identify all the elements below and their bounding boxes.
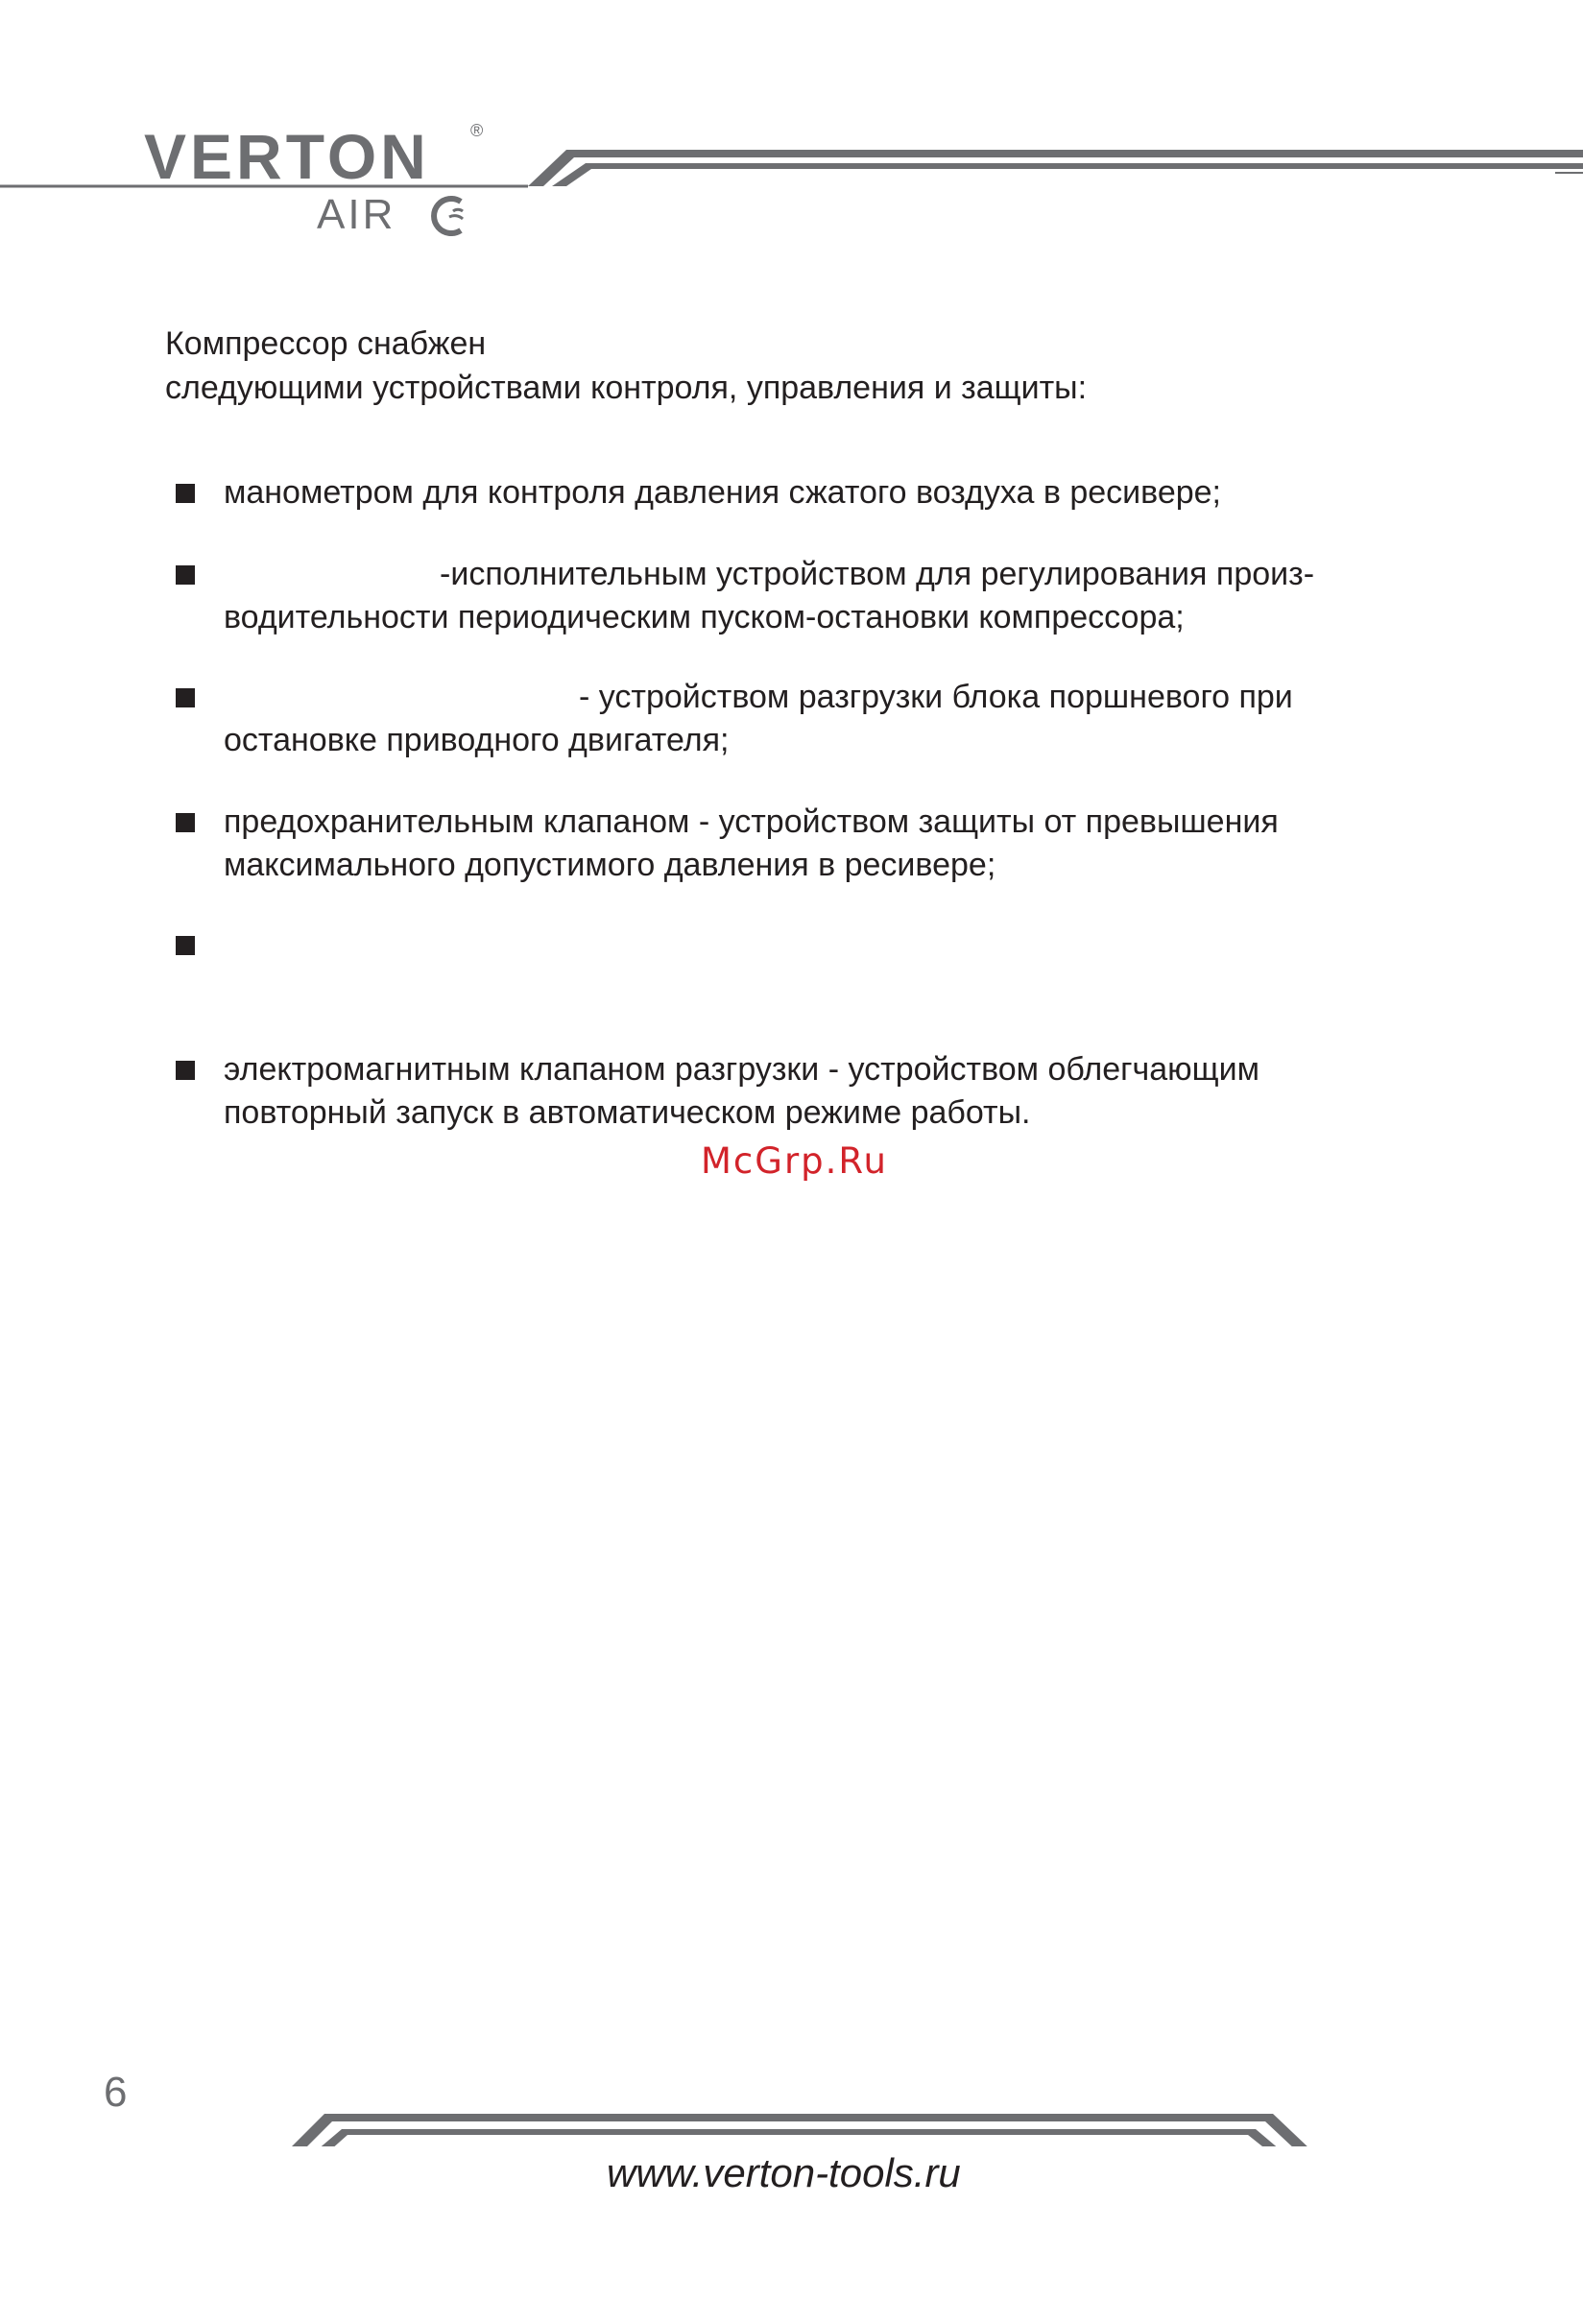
- square-bullet-icon: [176, 813, 195, 832]
- square-bullet-icon: [176, 1061, 195, 1080]
- list-item-line-1: предохранительным клапаном - устройством защиты от превышения: [224, 803, 1279, 840]
- air-swoosh-icon: [424, 196, 465, 236]
- square-bullet-icon: [176, 484, 195, 503]
- watermark: McGrp.Ru: [701, 1140, 888, 1182]
- list-item-line-2: повторный запуск в автоматическом режиме работы.: [224, 1094, 1031, 1131]
- square-bullet-icon: [176, 688, 195, 707]
- page-number: 6: [104, 2069, 128, 2116]
- square-bullet-icon: [176, 936, 195, 955]
- list-item-line-1: -исполнительным устройством для регулирования произ-: [440, 556, 1315, 592]
- footer-rule: [0, 2108, 1583, 2146]
- website-link[interactable]: www.verton-tools.ru: [607, 2150, 961, 2195]
- registered-mark: ®: [470, 121, 484, 140]
- list-item-line-1: - устройством разгрузки блока поршневого при: [579, 679, 1293, 715]
- intro-line-1: Компрессор снабжен: [165, 325, 487, 362]
- list-item-line-2: остановке приводного двигателя;: [224, 722, 730, 758]
- list-item-line-2: водительности периодическим пуском-остановки компрессора;: [224, 599, 1185, 635]
- brand-logo: VERTON: [144, 121, 430, 192]
- intro-text: [165, 322, 1087, 410]
- list-item-line-2: максимального допустимого давления в ресивере;: [224, 847, 996, 883]
- square-bullet-icon: [176, 565, 195, 585]
- intro-line-2: следующими устройствами контроля, управления и защиты:: [165, 370, 1088, 406]
- header-rule: [0, 144, 1583, 192]
- list-item-line-1: электромагнитным клапаном разгрузки - устройством облегчающим: [224, 1051, 1259, 1088]
- sub-brand-logo: AIR: [317, 191, 396, 238]
- list-item-line-1: манометром для контроля давления сжатого воздуха в ресивере;: [224, 474, 1221, 511]
